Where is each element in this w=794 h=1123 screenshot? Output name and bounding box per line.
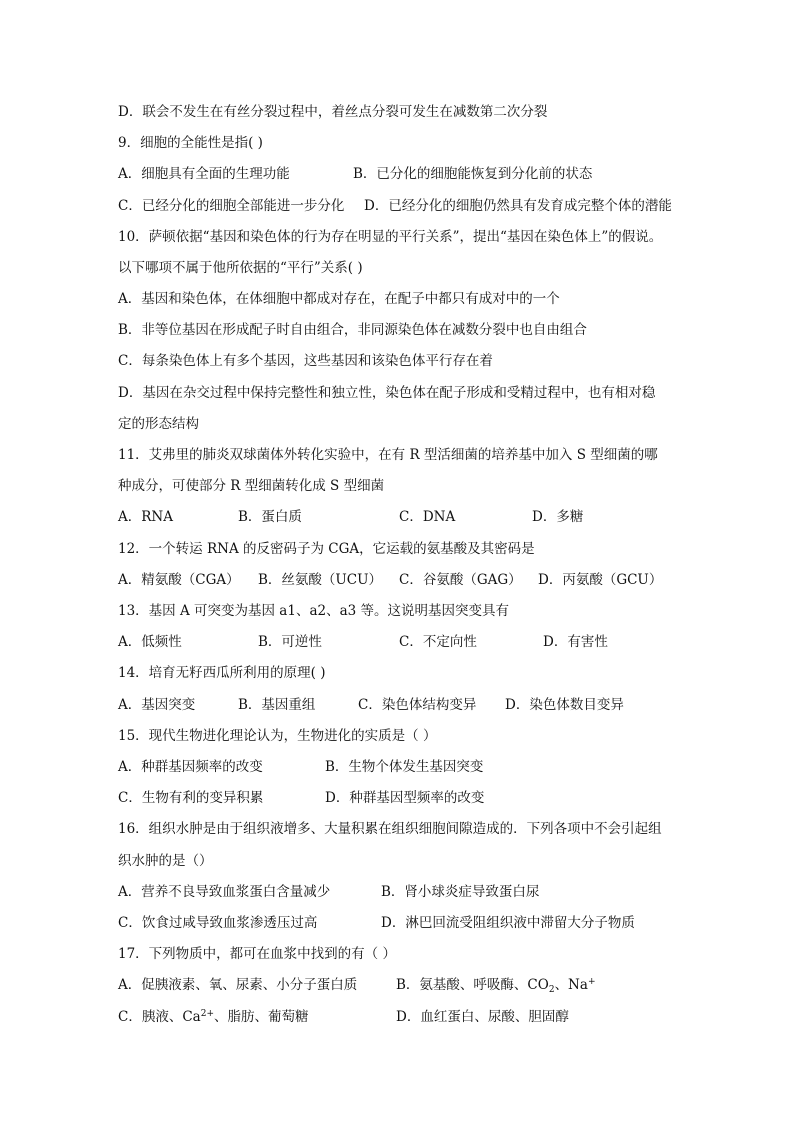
q13-option-a: A．低频性 bbox=[118, 634, 182, 650]
q17-option-b-subscript: 2 bbox=[548, 985, 555, 995]
q17-option-c-superscript: 2+ bbox=[200, 1009, 214, 1019]
q17-option-c bbox=[118, 1008, 309, 1026]
q16-option-c: C．饮食过咸导致血浆渗透压过高 bbox=[118, 915, 318, 931]
q12-option-d: D．丙氨酸（GCU） bbox=[538, 572, 663, 588]
q17-option-b-separator: 、Na bbox=[554, 977, 588, 993]
q11-option-b: B．蛋白质 bbox=[238, 509, 302, 525]
q14-option-a: A．基因突变 bbox=[118, 697, 196, 713]
q11-option-c: C．DNA bbox=[399, 509, 456, 525]
q13-option-b: B．可逆性 bbox=[258, 634, 322, 650]
q11-option-d: D．多糖 bbox=[532, 509, 584, 525]
q12-option-a: A．精氨酸（CGA） bbox=[118, 572, 240, 588]
q17-stem: 17．下列物质中，都可在血浆中找到的有（ ） bbox=[118, 946, 396, 962]
q11-stem-line-2: 种成分，可使部分 R 型细菌转化成 S 型细菌 bbox=[118, 478, 385, 494]
q17-option-b bbox=[396, 976, 595, 994]
q16-option-a: A．营养不良导致血浆蛋白含量减少 bbox=[118, 884, 331, 900]
q14-option-d: D．染色体数目变异 bbox=[505, 697, 624, 713]
q15-option-d: D．种群基因型频率的改变 bbox=[325, 790, 485, 806]
q15-option-b: B．生物个体发生基因突变 bbox=[325, 759, 484, 775]
q13-stem: 13．基因 A 可突变为基因 a1、a2、a3 等。这说明基因突变具有 bbox=[118, 603, 510, 619]
q15-option-a: A．种群基因频率的改变 bbox=[118, 759, 263, 775]
q12-option-c: C．谷氨酸（GAG） bbox=[399, 572, 522, 588]
q17-option-b-text: B．氨基酸、呼吸酶、CO bbox=[396, 977, 549, 993]
q17-option-d: D．血红蛋白、尿酸、胆固醇 bbox=[396, 1009, 569, 1025]
q15-option-c: C．生物有利的变异积累 bbox=[118, 790, 264, 806]
q9-option-a: A．细胞具有全面的生理功能 bbox=[118, 166, 290, 182]
q16-stem-line-2: 织水肿的是（） bbox=[118, 853, 213, 869]
q9-option-c: C．已经分化的细胞全部能进一步分化 bbox=[118, 198, 345, 214]
q12-stem: 12．一个转运 RNA 的反密码子为 CGA，它运载的氨基酸及其密码是 bbox=[118, 541, 535, 557]
q8-option-d: D．联会不发生在有丝分裂过程中，着丝点分裂可发生在减数第二次分裂 bbox=[118, 104, 548, 120]
q14-option-b: B．基因重组 bbox=[238, 697, 316, 713]
q11-stem-line-1: 11．艾弗里的肺炎双球菌体外转化实验中，在有 R 型活细菌的培养基中加入 S 型细菌的哪 bbox=[118, 447, 658, 463]
q13-option-c: C．不定向性 bbox=[399, 634, 477, 650]
q16-stem-line-1: 16．组织水肿是由于组织液增多、大量积累在组织细胞间隙造成的．下列各项中不会引起组 bbox=[118, 821, 662, 837]
q9-option-b: B．已分化的细胞能恢复到分化前的状态 bbox=[353, 166, 593, 182]
q17-option-b-superscript: + bbox=[587, 977, 596, 987]
q16-option-b: B．肾小球炎症导致蛋白尿 bbox=[381, 884, 540, 900]
q12-option-b: B．丝氨酸（UCU） bbox=[258, 572, 383, 588]
q10-option-c: C．每条染色体上有多个基因，这些基因和该染色体平行存在着 bbox=[118, 353, 493, 369]
q17-option-c-text: C．胰液、Ca bbox=[118, 1009, 201, 1025]
q14-option-c: C．染色体结构变异 bbox=[358, 697, 477, 713]
q15-stem: 15．现代生物进化理论认为，生物进化的实质是（ ） bbox=[118, 728, 437, 744]
q10-option-d-line-1: D．基因在杂交过程中保持完整性和独立性，染色体在配子形成和受精过程中，也有相对稳 bbox=[118, 385, 656, 401]
q11-option-a: A．RNA bbox=[118, 509, 173, 525]
q10-option-a: A．基因和染色体，在体细胞中都成对存在，在配子中都只有成对中的一个 bbox=[118, 291, 560, 307]
q14-stem: 14．培育无籽西瓜所利用的原理( ) bbox=[118, 665, 326, 681]
q16-option-d: D．淋巴回流受阻组织液中滞留大分子物质 bbox=[381, 915, 635, 931]
q10-option-b: B．非等位基因在形成配子时自由组合，非同源染色体在减数分裂中也自由组合 bbox=[118, 322, 587, 338]
q10-option-d-line-2: 定的形态结构 bbox=[118, 416, 199, 432]
q17-option-a: A．促胰液素、氧、尿素、小分子蛋白质 bbox=[118, 977, 358, 993]
q10-stem-line-1: 10．萨顿依据“基因和染色体的行为存在明显的平行关系”，提出“基因在染色体上”的假说。 bbox=[118, 229, 663, 245]
q10-stem-line-2: 以下哪项不属于他所依据的“平行”关系( ) bbox=[118, 260, 363, 276]
q9-stem: 9．细胞的全能性是指( ) bbox=[118, 135, 263, 151]
q17-option-c-rest: 、脂肪、葡萄糖 bbox=[214, 1009, 309, 1025]
q13-option-d: D．有害性 bbox=[543, 634, 608, 650]
q9-option-d: D．已经分化的细胞仍然具有发育成完整个体的潜能 bbox=[364, 198, 672, 214]
